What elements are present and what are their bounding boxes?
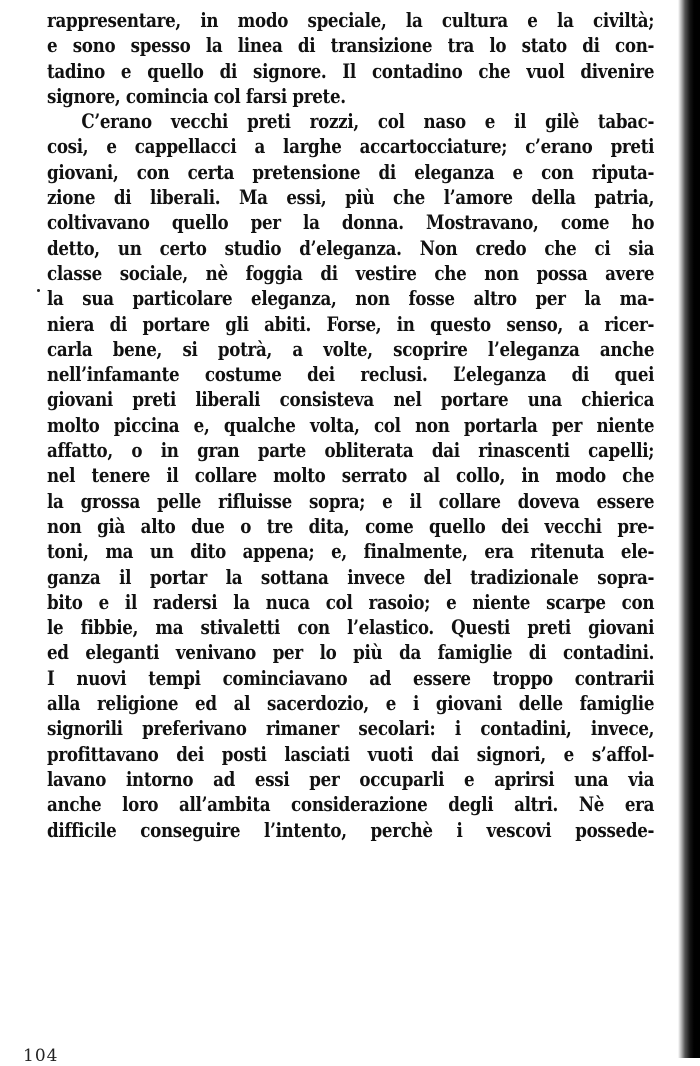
text-line: bito e il radersi la nuca col rasoio; e niente scarpe con [47, 590, 655, 614]
ink-speck [37, 289, 40, 292]
text-line: cosi, e cappellacci a larghe accartocciature; c’erano preti [47, 135, 655, 159]
text-line: difficile conseguire l’intento, perchè i vescovi possede- [47, 818, 655, 842]
paragraph-first-line: C’erano vecchi preti rozzi, col naso e il gilè tabac- [81, 110, 655, 134]
text-line: zione di liberali. Ma essi, più che l’amore della patria, [47, 186, 655, 210]
text-line: signorili preferivano rimaner secolari: i contadini, invece, [47, 717, 655, 741]
text-line: anche loro all’ambita considerazione degli altri. Nè era [47, 793, 655, 817]
text-line: coltivavano quello per la donna. Mostravano, come ho [47, 211, 655, 235]
text-line: nell’infamante costume dei reclusi. L’eleganza di quei [47, 363, 655, 387]
text-line: lavano intorno ad essi per occuparli e aprirsi una via [47, 767, 655, 791]
text-line: le fibbie, ma stivaletti con l’elastico. Questi preti giovani [47, 616, 655, 640]
text-line: molto piccina e, qualche volta, col non portarla per niente [47, 413, 655, 437]
text-line: e sono spesso la linea di transizione tra lo stato di con- [47, 34, 655, 58]
page-number: 104 [23, 1046, 59, 1066]
text-line: la sua particolare eleganza, non fosse altro per la ma- [47, 287, 655, 311]
text-line: niera di portare gli abiti. Forse, in questo senso, a ricer- [47, 312, 655, 336]
text-line: tadino e quello di signore. Il contadino che vuol divenire [47, 59, 655, 83]
text-line: profittavano dei posti lasciati vuoti dai signori, e s’affol- [47, 742, 655, 766]
text-line: affatto, o in gran parte obliterata dai rinascenti capelli; [47, 439, 655, 463]
text-line: classe sociale, nè foggia di vestire che non possa avere [47, 261, 655, 285]
text-line: ed eleganti venivano per lo più da famiglie di contadini. [47, 641, 655, 665]
text-line: ganza il portar la sottana invece del tradizionale sopra- [47, 565, 655, 589]
text-line: rappresentare, in modo speciale, la cultura e la civiltà; [47, 9, 655, 32]
text-line: signore, comincia col farsi prete. [47, 84, 346, 108]
text-line: giovani, con certa pretensione di eleganza e con riputa- [47, 160, 655, 184]
body-text [47, 8, 654, 843]
text-line: detto, un certo studio d’eleganza. Non credo che ci sia [47, 236, 655, 260]
text-line: toni, ma un dito appena; e, finalmente, era ritenuta ele- [47, 540, 655, 564]
text-line: giovani preti liberali consisteva nel portare una chierica [47, 388, 655, 412]
text-line: nel tenere il collare molto serrato al collo, in modo che [47, 464, 655, 488]
text-line: non già alto due o tre dita, come quello dei vecchi pre- [47, 514, 655, 538]
text-line: alla religione ed al sacerdozio, e i giovani delle famiglie [47, 692, 655, 716]
text-line: I nuovi tempi cominciavano ad essere troppo contrarii [47, 666, 655, 690]
page-edge-shadow [678, 0, 700, 1058]
text-line: la grossa pelle rifluisse sopra; e il collare doveva essere [47, 489, 655, 513]
text-line: carla bene, si potrà, a volte, scoprire l’eleganza anche [47, 337, 655, 361]
